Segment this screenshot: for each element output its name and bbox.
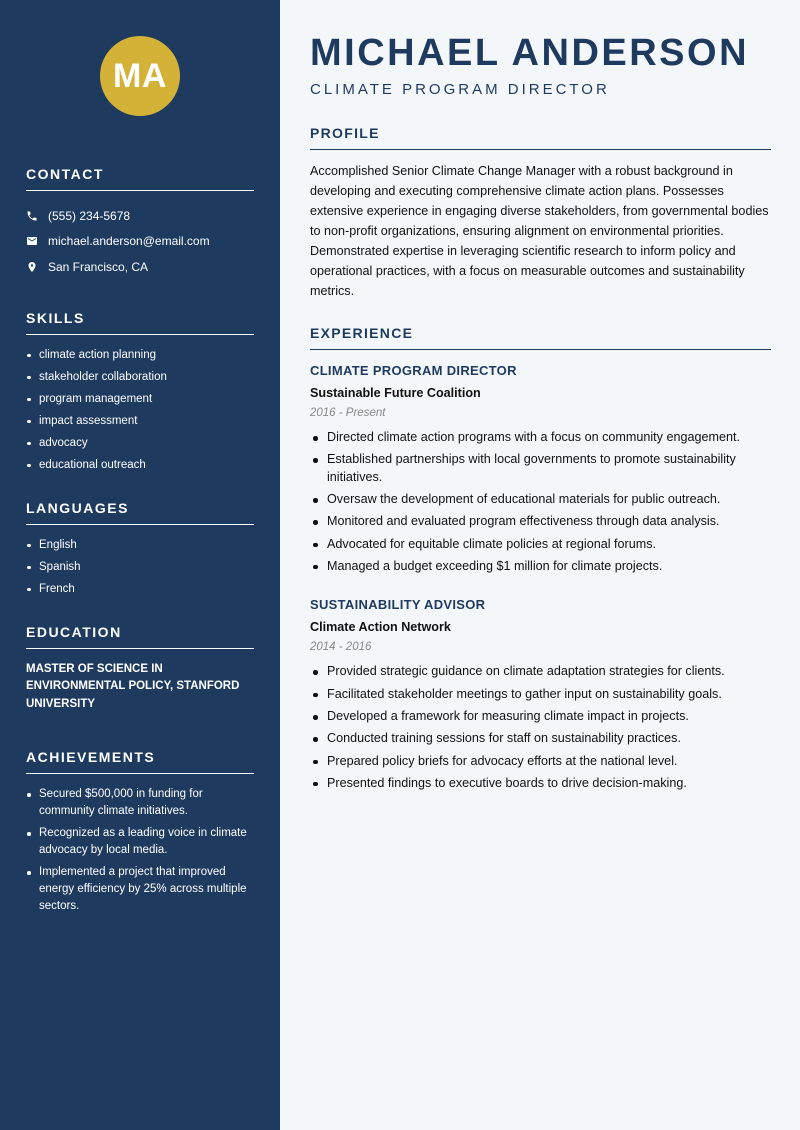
list-item: French bbox=[26, 581, 254, 598]
list-item: educational outreach bbox=[26, 457, 254, 474]
sidebar bbox=[0, 0, 280, 1130]
skills-list bbox=[26, 347, 254, 474]
job-entry bbox=[310, 597, 771, 792]
list-item: advocacy bbox=[26, 435, 254, 452]
list-item: Oversaw the development of educational materials for public outreach. bbox=[310, 491, 771, 509]
list-item: Recognized as a leading voice in climate advocacy by local media. bbox=[26, 825, 254, 859]
skills-section bbox=[26, 310, 254, 474]
contact-email: michael.anderson@email.com bbox=[48, 234, 210, 249]
achievements-section bbox=[26, 749, 254, 915]
contact-location-row bbox=[26, 254, 254, 280]
job-entry bbox=[310, 363, 771, 575]
avatar: MA bbox=[100, 36, 180, 116]
list-item: Advocated for equitable climate policies at regional forums. bbox=[310, 536, 771, 554]
languages-section bbox=[26, 500, 254, 598]
list-item: English bbox=[26, 537, 254, 554]
candidate-name: MICHAEL ANDERSON bbox=[310, 32, 750, 74]
list-item: Implemented a project that improved energy efficiency by 25% across multiple sectors. bbox=[26, 864, 254, 915]
list-item: Monitored and evaluated program effectiveness through data analysis. bbox=[310, 513, 771, 531]
profile-text: Accomplished Senior Climate Change Manager with a robust background in developing and executing comprehensive climate action plans. Possesses extensive experience in engaging diverse stakeholders, from governmental bodies to non-profit organizations, ensuring alignment on environmental priorities. Demonstrated expertise in leveraging scientific research to inform policy and operational practices, with a focus on measurable outcomes and sustainability metrics. bbox=[310, 164, 769, 298]
profile-section bbox=[310, 125, 771, 301]
achievements-list bbox=[26, 786, 254, 915]
experience-section bbox=[310, 325, 771, 792]
education-heading: EDUCATION bbox=[26, 624, 254, 649]
skills-heading: SKILLS bbox=[26, 310, 254, 335]
job-bullets bbox=[310, 429, 771, 575]
list-item: program management bbox=[26, 391, 254, 408]
list-item: Established partnerships with local governments to promote sustainability initiatives. bbox=[310, 451, 771, 486]
list-item: Provided strategic guidance on climate adaptation strategies for clients. bbox=[310, 663, 771, 681]
education-degree: MASTER OF SCIENCE IN ENVIRONMENTAL POLICY, STANFORD UNIVERSITY bbox=[26, 662, 240, 710]
profile-heading: PROFILE bbox=[310, 125, 771, 150]
contact-section bbox=[26, 166, 254, 280]
main-content bbox=[280, 0, 800, 1130]
job-dates: 2016 - Present bbox=[310, 407, 386, 419]
job-company: Sustainable Future Coalition bbox=[310, 386, 481, 400]
phone-icon bbox=[26, 210, 48, 222]
list-item: climate action planning bbox=[26, 347, 254, 364]
list-item: Secured $500,000 in funding for community climate initiatives. bbox=[26, 786, 254, 820]
list-item: Facilitated stakeholder meetings to gather input on sustainability goals. bbox=[310, 686, 771, 704]
email-icon bbox=[26, 235, 48, 247]
list-item: Developed a framework for measuring climate impact in projects. bbox=[310, 708, 771, 726]
candidate-role: CLIMATE PROGRAM DIRECTOR bbox=[310, 81, 610, 98]
list-item: Conducted training sessions for staff on sustainability practices. bbox=[310, 730, 771, 748]
list-item: Presented findings to executive boards to drive decision-making. bbox=[310, 775, 771, 793]
contact-email-row bbox=[26, 229, 254, 255]
contact-phone: (555) 234-5678 bbox=[48, 208, 131, 223]
list-item: Managed a budget exceeding $1 million for climate projects. bbox=[310, 558, 771, 576]
list-item: impact assessment bbox=[26, 413, 254, 430]
job-title: SUSTAINABILITY ADVISOR bbox=[310, 597, 486, 613]
job-company: Climate Action Network bbox=[310, 620, 451, 635]
list-item: Directed climate action programs with a focus on community engagement. bbox=[310, 429, 771, 447]
list-item: Prepared policy briefs for advocacy efforts at the national level. bbox=[310, 753, 771, 771]
job-bullets bbox=[310, 663, 771, 792]
job-title: CLIMATE PROGRAM DIRECTOR bbox=[310, 363, 517, 378]
education-section bbox=[26, 624, 254, 714]
location-pin-icon bbox=[26, 261, 48, 273]
experience-heading: EXPERIENCE bbox=[310, 325, 771, 350]
achievements-heading: ACHIEVEMENTS bbox=[26, 749, 254, 774]
list-item: Spanish bbox=[26, 559, 254, 576]
job-dates: 2014 - 2016 bbox=[310, 641, 372, 654]
languages-list bbox=[26, 537, 254, 598]
contact-phone-row bbox=[26, 203, 254, 229]
contact-location: San Francisco, CA bbox=[48, 259, 149, 274]
list-item: stakeholder collaboration bbox=[26, 369, 254, 386]
contact-heading: CONTACT bbox=[26, 166, 254, 191]
languages-heading: LANGUAGES bbox=[26, 500, 254, 525]
